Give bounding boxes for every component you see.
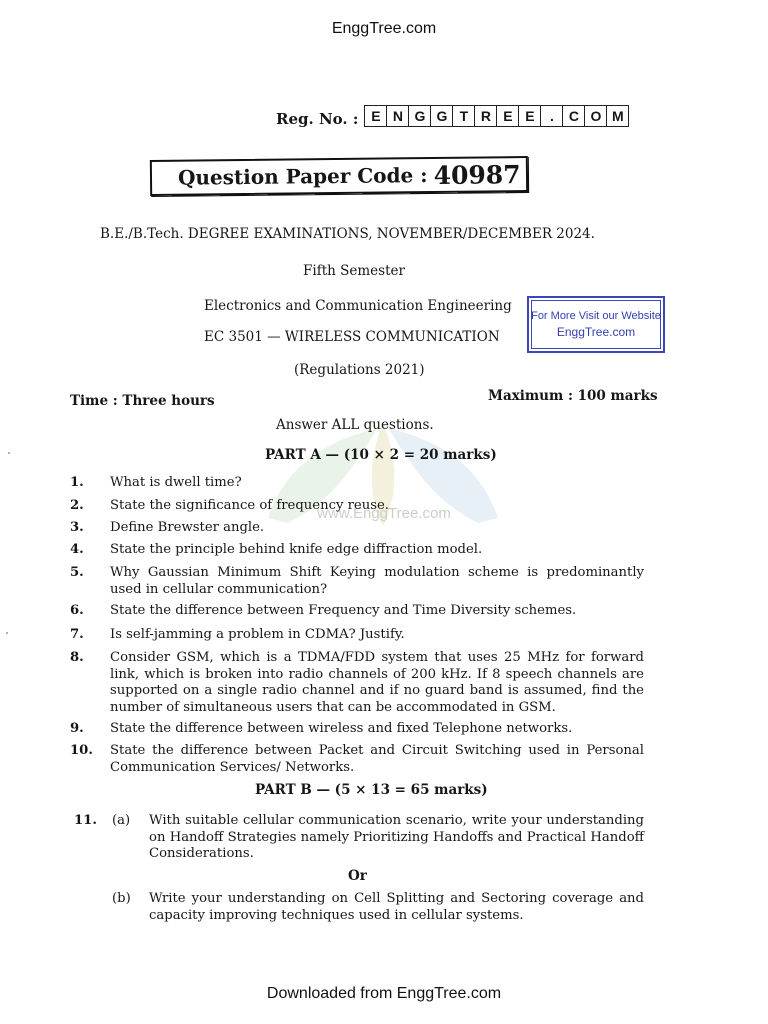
subpart-label: (b): [112, 891, 131, 906]
question-text: What is dwell time?: [110, 475, 242, 490]
part-a-heading: PART A — (10 × 2 = 20 marks): [265, 447, 497, 463]
question-text: State the difference between Packet and Circuit Switching used in Personal Communication Services/ Networks.: [110, 743, 644, 775]
reg-box: E: [519, 106, 541, 126]
or-separator: Or: [348, 868, 367, 884]
question-number: 4.: [70, 542, 84, 557]
semester: Fifth Semester: [303, 263, 405, 279]
question-number: 7.: [70, 627, 84, 642]
department: Electronics and Communication Engineering: [204, 298, 512, 314]
question-item: [70, 565, 644, 598]
question-number: 8.: [70, 650, 84, 665]
question-text: State the significance of frequency reuse.: [110, 498, 389, 513]
question-text: Is self-jamming a problem in CDMA? Justify.: [110, 627, 405, 642]
question-number: 1.: [70, 475, 84, 490]
question-subpart-b: [112, 891, 644, 924]
part-b-heading: PART B — (5 × 13 = 65 marks): [255, 782, 488, 798]
reg-label: Reg. No. :: [276, 110, 359, 128]
exam-duration: Time : Three hours: [70, 393, 215, 409]
question-paper-code-box: [150, 156, 528, 196]
reg-box: C: [563, 106, 585, 126]
question-number: 10.: [70, 743, 93, 758]
question-text: State the difference between Frequency and Time Diversity schemes.: [110, 603, 577, 618]
reg-box: E: [497, 106, 519, 126]
reg-box: G: [431, 106, 453, 126]
question-number: 5.: [70, 565, 84, 580]
subpart-text: With suitable cellular communication scenario, write your understanding on Handoff Strategies namely Prioritizing Handoffs and Practical Handoff Considerations.: [149, 813, 644, 861]
question-text: State the difference between wireless and fixed Telephone networks.: [110, 721, 573, 736]
question-item: [70, 542, 644, 559]
question-text: State the principle behind knife edge diffraction model.: [110, 542, 483, 557]
scan-speck: [8, 452, 10, 454]
maximum-marks: Maximum : 100 marks: [488, 388, 658, 404]
question-subpart-a: [112, 813, 644, 863]
registration-number: [276, 104, 629, 128]
reg-box: N: [387, 106, 409, 126]
question-item: [70, 475, 644, 492]
question-number: 3.: [70, 520, 84, 535]
question-number: 6.: [70, 603, 84, 618]
reg-box: G: [409, 106, 431, 126]
site-footer: Downloaded from EnggTree.com: [266, 985, 502, 1002]
question-item: [70, 498, 644, 515]
scan-speck: [6, 632, 8, 634]
question-paper-code: 40987: [433, 159, 521, 190]
question-number: 2.: [70, 498, 84, 513]
reg-box: R: [475, 106, 497, 126]
course-title: EC 3501 — WIRELESS COMMUNICATION: [204, 329, 500, 345]
promo-line: For More Visit our Website: [531, 310, 661, 322]
promo-site: EnggTree.com: [556, 325, 636, 339]
instruction: Answer ALL questions.: [276, 417, 434, 433]
question-item: [70, 721, 644, 738]
question-item: [70, 520, 644, 537]
regulations: (Regulations 2021): [294, 362, 425, 378]
reg-boxes: [364, 105, 629, 127]
question-text: Define Brewster angle.: [110, 520, 265, 535]
question-item: [70, 627, 644, 644]
degree-title: B.E./B.Tech. DEGREE EXAMINATIONS, NOVEMBER/DECEMBER 2024.: [100, 226, 595, 242]
watermark-text: www.EnggTree.com: [317, 505, 451, 522]
reg-box: T: [453, 106, 475, 126]
reg-box: O: [585, 106, 607, 126]
subpart-label: (a): [112, 813, 131, 828]
question-number: 11.: [74, 813, 97, 828]
question-paper-code-label: Question Paper Code :: [177, 163, 428, 190]
question-number: 9.: [70, 721, 84, 736]
question-item: [70, 743, 644, 776]
question-text: Why Gaussian Minimum Shift Keying modulation scheme is predominantly used in cellular communication?: [110, 565, 644, 597]
question-item: [70, 650, 644, 716]
website-promo-box: [527, 296, 665, 353]
subpart-text: Write your understanding on Cell Splitting and Sectoring coverage and capacity improving techniques used in cellular systems.: [149, 891, 644, 923]
reg-box: M: [607, 106, 629, 126]
reg-box: E: [365, 106, 387, 126]
reg-box: .: [541, 106, 563, 126]
question-item: [70, 603, 644, 620]
question-text: Consider GSM, which is a TDMA/FDD system that uses 25 MHz for forward link, which is broken into radio channels of 200 kHz. If 8 speech channels are supported on a single radio channel and if no guard band is assumed, find the number of simultaneous users that can be accommodated in GSM.: [110, 650, 644, 715]
site-header: EnggTree.com: [331, 20, 437, 37]
